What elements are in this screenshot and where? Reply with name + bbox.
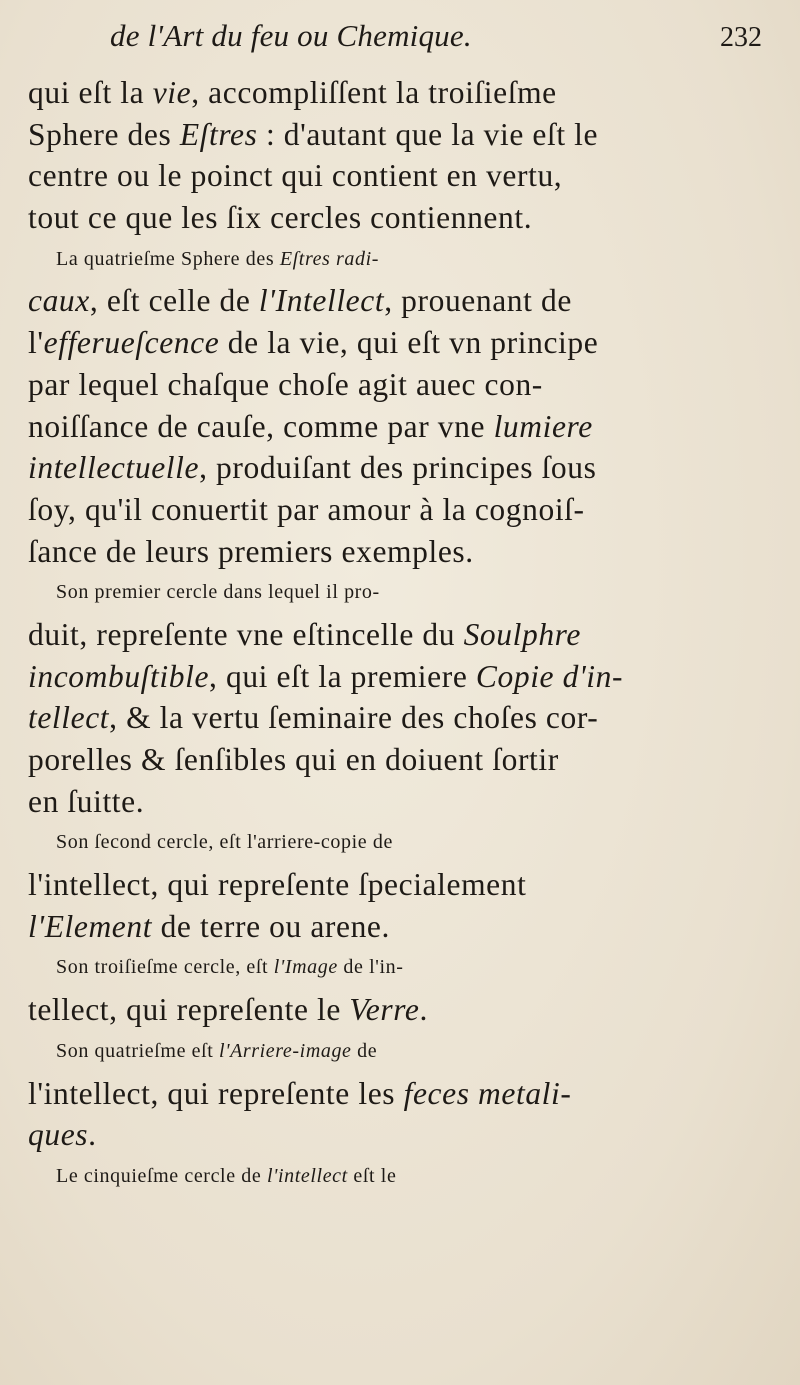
italic-text: l'Image bbox=[273, 956, 338, 979]
text-line bbox=[28, 406, 748, 448]
roman-text: : d'autant que la vie eſt le bbox=[257, 116, 599, 152]
italic-text: Verre bbox=[349, 992, 420, 1028]
text-line bbox=[28, 239, 748, 281]
roman-text: eſt le bbox=[347, 1164, 397, 1187]
roman-text: , produiſant des principes ſous bbox=[199, 450, 597, 486]
roman-text: l' bbox=[28, 325, 44, 361]
text-line bbox=[28, 114, 748, 156]
running-head: de l'Art du feu ou Chemique. bbox=[110, 18, 472, 53]
text-line bbox=[28, 364, 748, 406]
italic-text: tellect bbox=[28, 700, 110, 736]
text-line bbox=[28, 781, 748, 823]
body-text bbox=[28, 72, 748, 1198]
italic-text: intellectuelle bbox=[28, 450, 200, 486]
roman-text: . bbox=[88, 1117, 97, 1153]
italic-text: l'intellect bbox=[266, 1164, 348, 1187]
italic-text: Eſtres radi- bbox=[279, 247, 380, 270]
roman-text: . bbox=[419, 992, 428, 1028]
text-line bbox=[28, 1114, 748, 1156]
roman-text: de l'in- bbox=[337, 956, 404, 979]
roman-text: Son ſecond cercle, eſt l'arriere-copie de bbox=[56, 831, 393, 854]
roman-text: Le cinquieſme cercle de bbox=[56, 1164, 267, 1187]
text-line bbox=[28, 572, 748, 614]
text-line bbox=[28, 947, 748, 989]
text-line bbox=[28, 531, 748, 573]
italic-text: l'Intellect bbox=[258, 283, 385, 319]
text-line bbox=[28, 822, 748, 864]
roman-text: l'intellect, qui repreſente ſpecialement bbox=[28, 867, 527, 903]
text-line bbox=[28, 614, 748, 656]
roman-text: La quatrieſme Sphere des bbox=[56, 247, 280, 270]
roman-text: Sphere des bbox=[28, 116, 180, 152]
roman-text: Son troiſieſme cercle, eſt bbox=[56, 956, 274, 979]
roman-text: de terre ou arene. bbox=[152, 908, 390, 944]
text-line bbox=[28, 280, 748, 322]
roman-text: duit, repreſente vne eſtincelle du bbox=[28, 616, 464, 652]
italic-text: feces metali- bbox=[403, 1075, 572, 1111]
text-line bbox=[28, 155, 748, 197]
text-line bbox=[28, 197, 748, 239]
italic-text: efferueſcence bbox=[43, 325, 220, 361]
text-line bbox=[28, 739, 748, 781]
text-line bbox=[28, 656, 748, 698]
roman-text: ſance de leurs premiers exemples. bbox=[28, 533, 474, 569]
roman-text: l'intellect, qui repreſente les bbox=[28, 1075, 404, 1111]
text-line bbox=[28, 489, 748, 531]
roman-text: , qui eſt la premiere bbox=[209, 658, 476, 694]
text-line bbox=[28, 447, 748, 489]
text-line bbox=[28, 697, 748, 739]
roman-text: , accompliſſent la troiſieſme bbox=[191, 75, 557, 110]
text-line bbox=[28, 72, 748, 114]
text-line bbox=[28, 322, 748, 364]
italic-text: l'Element bbox=[28, 908, 153, 944]
roman-text: , & la vertu ſeminaire des choſes cor- bbox=[109, 700, 599, 736]
italic-text: incombuſtible bbox=[28, 658, 210, 694]
italic-text: vie bbox=[152, 75, 192, 110]
roman-text: de bbox=[351, 1039, 378, 1062]
roman-text: porelles & ſenſibles qui en doiuent ſortir bbox=[28, 742, 559, 777]
roman-text: en ſuitte. bbox=[28, 783, 145, 819]
text-line bbox=[28, 1031, 748, 1073]
text-line bbox=[28, 864, 748, 906]
roman-text: , prouenant de bbox=[384, 283, 572, 319]
italic-text: Copie d'in- bbox=[475, 658, 624, 694]
text-line bbox=[28, 906, 748, 948]
text-line bbox=[28, 1073, 748, 1115]
italic-text: l'Arriere-image bbox=[219, 1039, 352, 1062]
roman-text: , eſt celle de bbox=[89, 283, 259, 319]
roman-text: ſoy, qu'il conuertit par amour à la cognoiſ- bbox=[28, 491, 585, 527]
roman-text: noiſſance de cauſe, comme par vne bbox=[28, 408, 494, 444]
roman-text: Son quatrieſme eſt bbox=[56, 1039, 220, 1062]
text-line bbox=[28, 989, 748, 1031]
roman-text: tellect, qui repreſente le bbox=[28, 992, 350, 1028]
italic-text: caux bbox=[28, 283, 90, 319]
text-line bbox=[28, 1156, 748, 1198]
italic-text: Eſtres bbox=[179, 116, 258, 152]
italic-text: Soulphre bbox=[463, 616, 581, 652]
italic-text: ques bbox=[28, 1117, 89, 1153]
roman-text: Son premier cercle dans lequel il pro- bbox=[56, 581, 380, 604]
roman-text: centre ou le poinct qui contient en vertu, bbox=[28, 158, 563, 194]
roman-text: qui eſt la bbox=[28, 75, 153, 110]
roman-text: de la vie, qui eſt vn principe bbox=[219, 325, 599, 361]
page-number: 232 bbox=[720, 22, 762, 53]
roman-text: tout ce que les ſix cercles contiennent. bbox=[28, 200, 533, 236]
roman-text: par lequel chaſque choſe agit auec con- bbox=[28, 366, 543, 402]
italic-text: lumiere bbox=[493, 408, 593, 444]
